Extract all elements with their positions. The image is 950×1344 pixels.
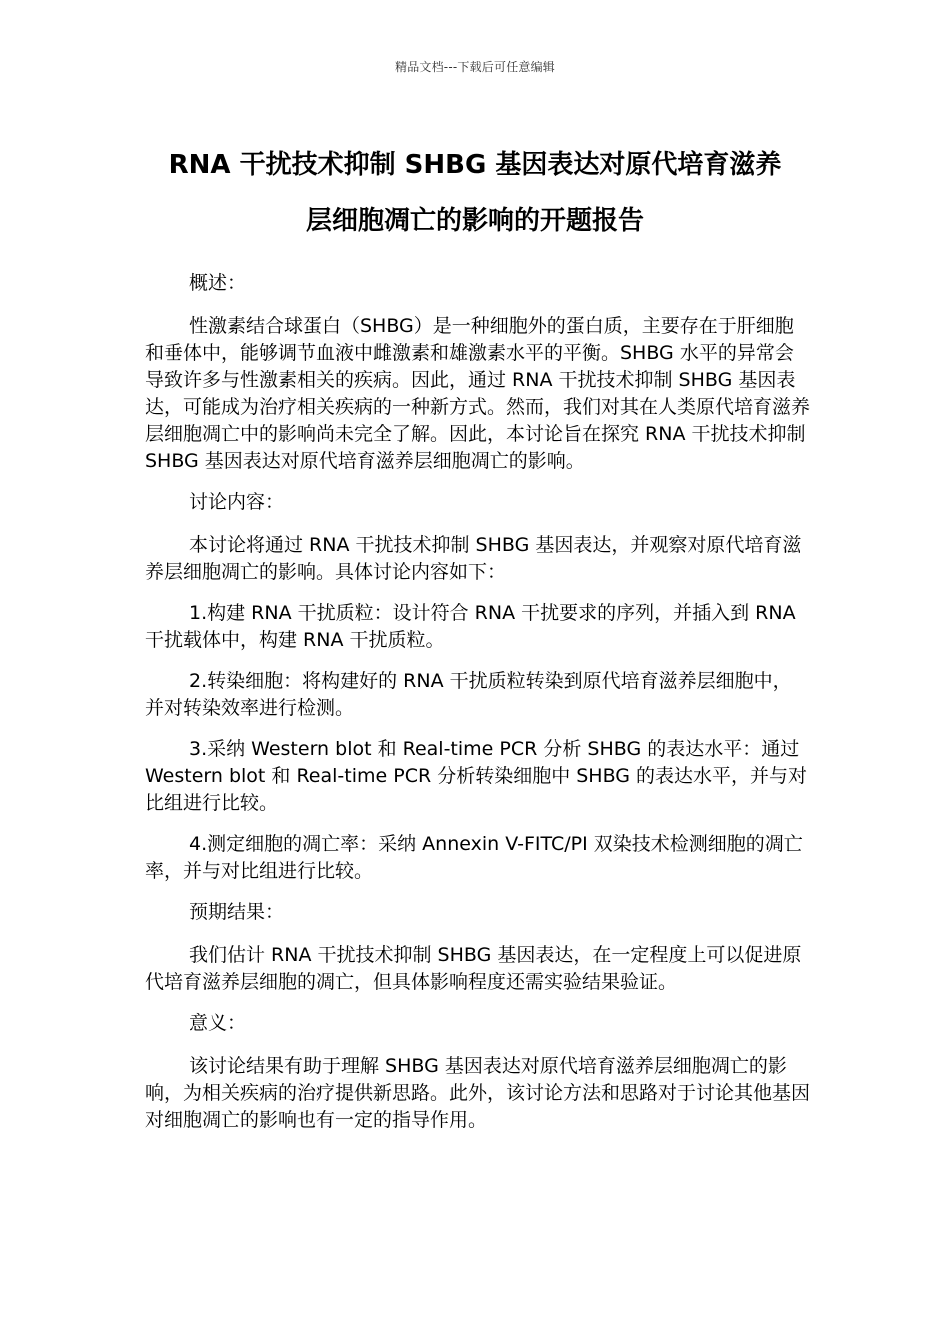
content-item-1: 1.构建 RNA 干扰质粒：设计符合 RNA 干扰要求的序列，并插入到 RNA 干扰载体中，构建 RNA 干扰质粒。 [145, 602, 796, 651]
content-item-2: 2.转染细胞：将构建好的 RNA 干扰质粒转染到原代培育滋养层细胞中，并对转染效率进行检测。 [145, 670, 792, 719]
content-intro-paragraph: 本讨论将通过 RNA 干扰技术抑制 SHBG 基因表达，并观察对原代培育滋养层细胞凋亡的影响。具体讨论内容如下： [145, 534, 802, 583]
significance-heading: 意义： [189, 1012, 247, 1034]
document-body [145, 270, 810, 1148]
header-note: 精品文档---下载后可任意编辑 [395, 60, 555, 74]
title-line-2: 层细胞凋亡的影响的开题报告 [305, 206, 644, 236]
significance-paragraph: 该讨论结果有助于理解 SHBG 基因表达对原代培育滋养层细胞凋亡的影响，为相关疾病的治疗提供新思路。此外，该讨论方法和思路对于讨论其他基因对细胞凋亡的影响也有一定的指导作用。 [145, 1055, 811, 1131]
title-line-1: RNA 干扰技术抑制 SHBG 基因表达对原代培育滋养 [168, 150, 782, 180]
overview-paragraph: 性激素结合球蛋白（SHBG）是一种细胞外的蛋白质，主要存在于肝细胞和垂体中，能够调节血液中雌激素和雄激素水平的平衡。SHBG 水平的异常会导致许多与性激素相关的疾病。因此，通过 RNA 干扰技术抑制 SHBG 基因表达，可能成为治疗相关疾病的一种新方式。然而，我们对其在人类原代培育滋养层细胞凋亡中的影响尚未完全了解。因此，本讨论旨在探究 RNA 干扰技术抑制 SHBG 基因表达对原代培育滋养层细胞凋亡的影响。 [145, 315, 811, 472]
content-heading: 讨论内容： [189, 491, 285, 513]
expected-heading: 预期结果： [189, 901, 285, 923]
overview-heading: 概述： [189, 272, 247, 294]
content-item-4: 4.测定细胞的凋亡率：采纳 Annexin V-FITC/PI 双染技术检测细胞的凋亡率，并与对比组进行比较。 [145, 833, 803, 882]
content-item-3: 3.采纳 Western blot 和 Real-time PCR 分析 SHBG 的表达水平：通过 Western blot 和 Real-time PCR 分析转染细胞中 SHBG 的表达水平，并与对比组进行比较。 [145, 738, 808, 814]
document-title [120, 137, 830, 249]
expected-paragraph: 我们估计 RNA 干扰技术抑制 SHBG 基因表达，在一定程度上可以促进原代培育滋养层细胞的凋亡，但具体影响程度还需实验结果验证。 [145, 944, 802, 993]
